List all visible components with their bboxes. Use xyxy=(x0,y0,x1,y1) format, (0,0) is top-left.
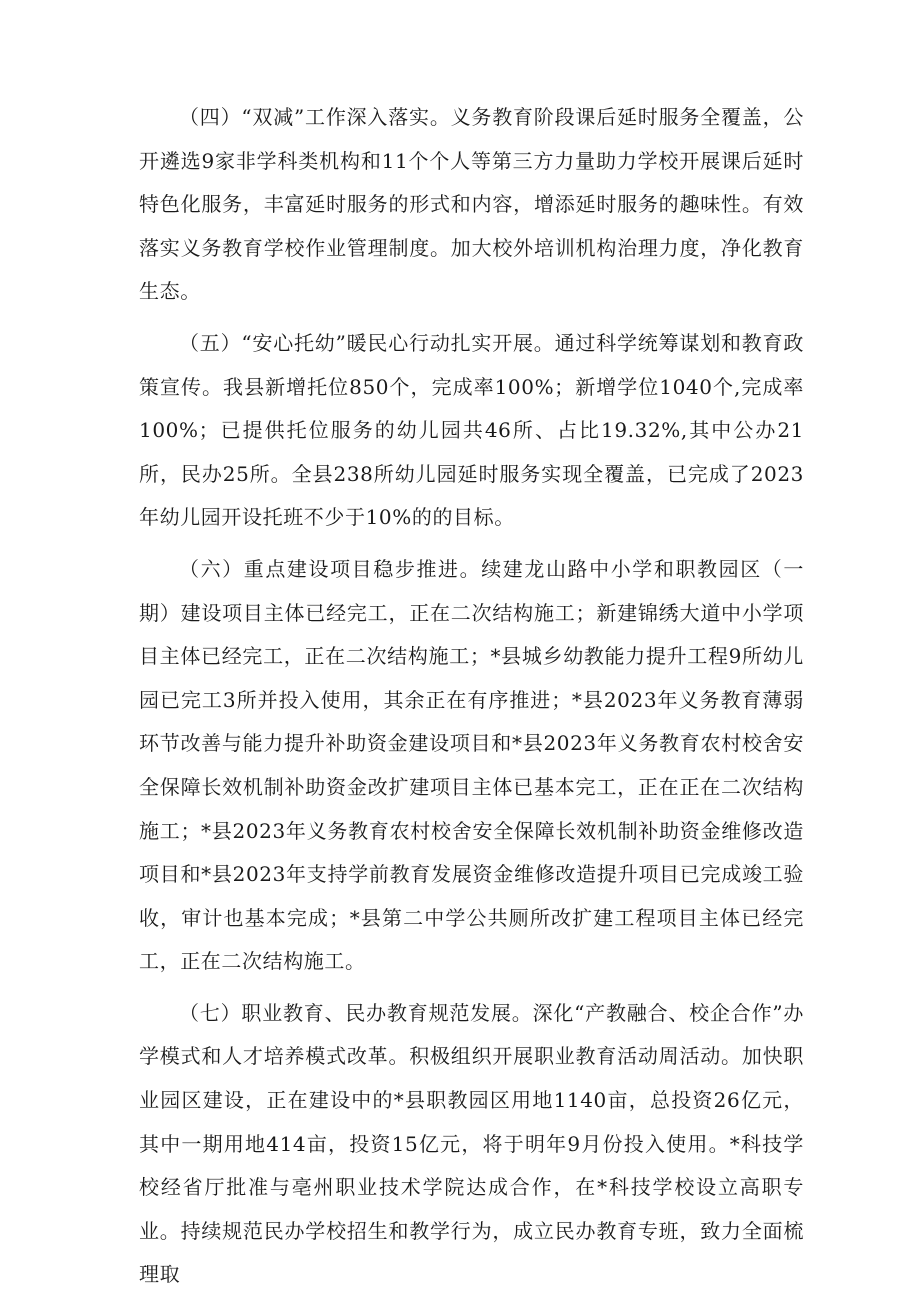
paragraph-double-reduction: （四）“双减”工作深入落实。义务教育阶段课后延时服务全覆盖，公开遴选9家非学科类机构和11个个人等第三方力量助力学校开展课后延时特色化服务，丰富延时服务的形式和内容，增添延时服务的趣味性。有效落实义务教育学校作业管理制度。加大校外培训机构治理力度，净化教育生态。 xyxy=(139,105,804,304)
document-body xyxy=(139,96,804,1305)
paragraph-construction-projects: （六）重点建设项目稳步推进。续建龙山路中小学和职教园区（一期）建设项目主体已经完工，正在二次结构施工；新建锦绣大道中小学项目主体已经完工，正在二次结构施工；*县城乡幼教能力提升工程9所幼儿园已完工3所并投入使用，其余正在有序推进；*县2023年义务教育薄弱环节改善与能力提升补助资金建设项目和*县2023年义务教育农村校舍安全保障长效机制补助资金改扩建项目主体已基本完工，正在正在二次结构施工；*县2023年义务教育农村校舍安全保障长效机制补助资金维修改造项目和*县2023年支持学前教育发展资金维修改造提升项目已完成竣工验收，审计也基本完成；*县第二中学公共厕所改扩建工程项目主体已经完工，正在二次结构施工。 xyxy=(139,556,804,974)
paragraph-vocational-education: （七）职业教育、民办教育规范发展。深化“产教融合、校企合作”办学模式和人才培养模式改革。积极组织开展职业教育活动周活动。加快职业园区建设，正在建设中的*县职教园区用地1140亩，总投资26亿元，其中一期用地414亩，投资15亿元，将于明年9月份投入使用。*科技学校经省厅批准与亳州职业技术学院达成合作，在*科技学校设立高职专业。持续规范民办学校招生和教学行为，成立民办教育专班，致力全面梳理取 xyxy=(139,1000,804,1287)
paragraph-childcare: （五）“安心托幼”暖民心行动扎实开展。通过科学统筹谋划和教育政策宣传。我县新增托位850个，完成率100%；新增学位1040个,完成率100%；已提供托位服务的幼儿园共46所、占比19.32%,其中公办21所，民办25所。全县238所幼儿园延时服务实现全覆盖，已完成了2023年幼儿园开设托班不少于10%的的目标。 xyxy=(139,330,804,530)
